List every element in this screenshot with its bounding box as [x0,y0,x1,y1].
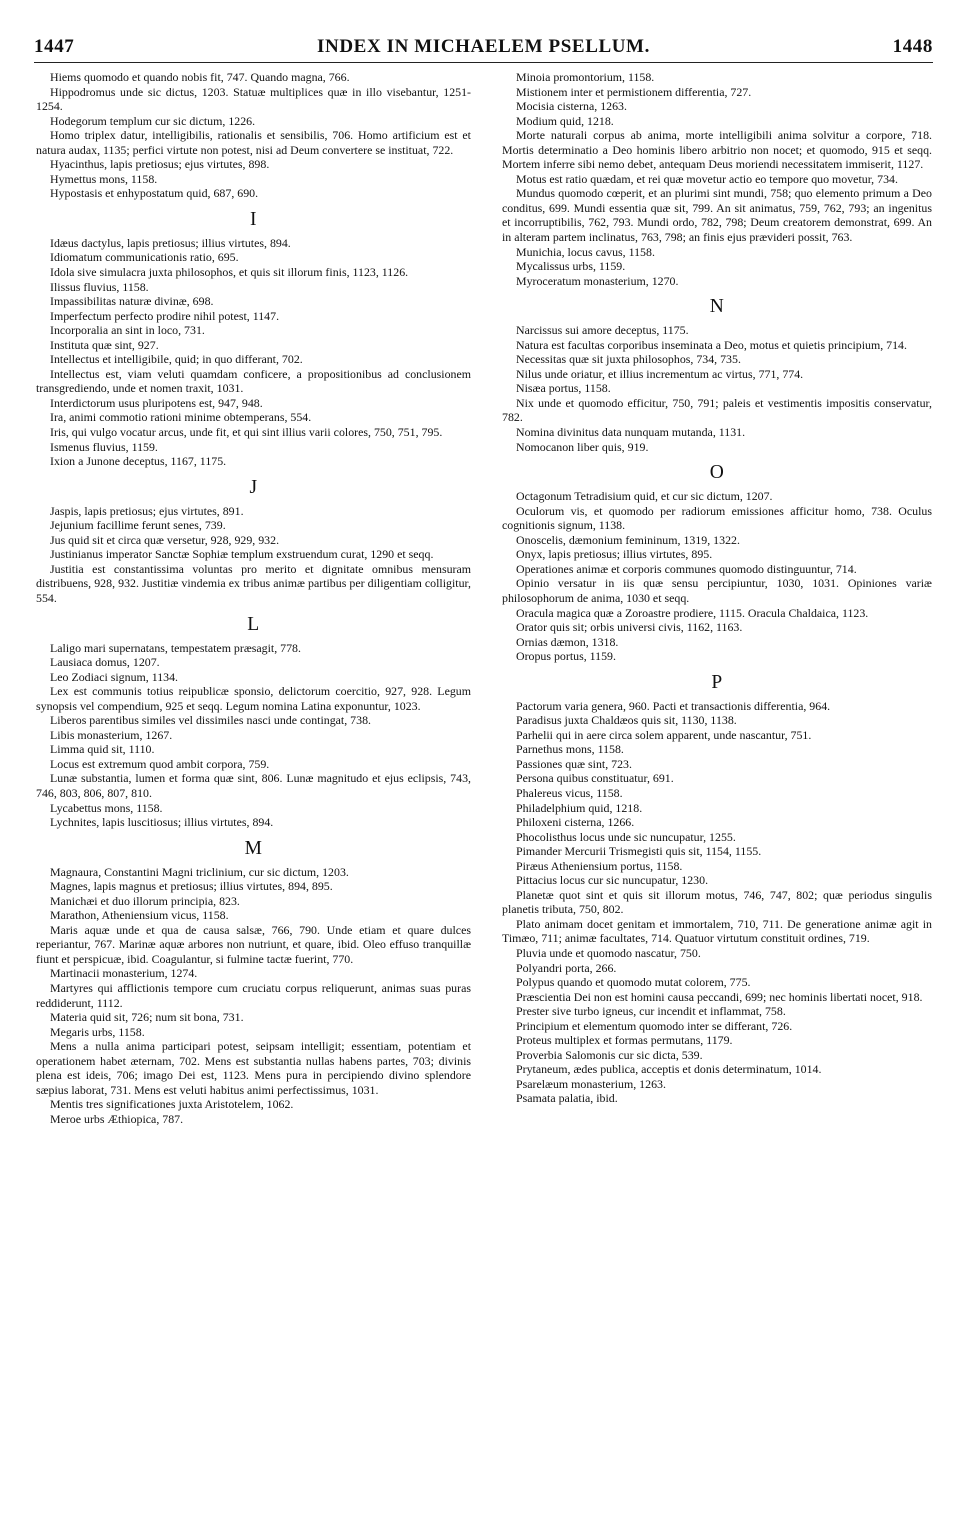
index-entry: Morte naturali corpus ab anima, morte intelligibili anima solvitur a corpore, 718. Mortis determinatio a Deo hominis libero arbitrio non nocet; et quomodo, 915 et seqq. Mortem inferre sibi nemo debet, antequam Deus moriendi necessitatem immiserit, 1127. [502,128,932,172]
index-entry: Oracula magica quæ a Zoroastre prodiere, 1115. Oracula Chaldaica, 1123. [516,605,869,620]
index-entry: Justitia est constantissima voluntas pro merito et dignitate omnibus mensuram distribuens, 928, 932. Justitiæ vindemia ex tribus animæ partibus per diligentiam colligitur, 554. [36,561,471,605]
index-entry: Lex est communis totius reipublicæ sponsio, delictorum coercitio, 927, 928. Legum synopsis vel compendium, 925 et seqq. Legum nomina Latina exponuntur, 1023. [36,684,471,713]
index-entry: Liberos parentibus similes vel dissimiles nasci unde contingat, 738. [50,713,371,728]
index-entry: Proteus multiplex et formas permutans, 1179. [516,1033,733,1048]
index-entry: Operationes animæ et corporis communes quomodo distinguuntur, 714. [516,561,857,576]
index-entry: Myroceratum monasterium, 1270. [516,273,679,288]
index-entry: Paradisus juxta Chaldæos quis sit, 1130, 1138. [516,713,737,728]
index-entry: Nisæa portus, 1158. [516,381,611,396]
section-letter-heading: L [247,613,260,635]
section-letter-heading: N [709,296,725,318]
index-entry: Natura est facultas corporibus inseminata a Deo, motus et quietis principium, 714. [516,337,907,352]
index-entry: Planetæ quot sint et quis sit illorum motus, 746, 747, 802; quæ periodus singulis planetis tributa, 750, 802. [502,887,932,917]
index-entry: Ixion a Junone deceptus, 1167, 1175. [50,454,227,469]
index-entry: Intellectus et intelligibile, quid; in quo differant, 702. [50,352,303,367]
section-letter-heading: O [709,462,725,484]
index-entry: Narcissus sui amore deceptus, 1175. [516,323,689,338]
index-entry: Lycabettus mons, 1158. [50,800,163,815]
index-entry: Limma quid sit, 1110. [50,742,155,757]
index-entry: Nix unde et quomodo efficitur, 750, 791; paleis et vestimentis impositis conservatur, 782. [502,395,932,425]
index-entry: Onoscelis, dæmonium femininum, 1319, 1322. [516,532,740,547]
index-entry: Lychnites, lapis luscitiosus; illius virtutes, 894. [50,815,274,830]
index-entry: Philadelphium quid, 1218. [516,800,643,815]
index-entry: Pluvia unde et quomodo nascatur, 750. [516,945,701,960]
index-entry: Minoia promontorium, 1158. [516,70,655,84]
index-entry: Hodegorum templum cur sic dictum, 1226. [50,113,256,128]
index-entry: Marathon, Atheniensium vicus, 1158. [50,908,229,923]
index-entry: Prester sive turbo igneus, cur incendit et inflammat, 758. [516,1004,786,1019]
index-entry: Nomina divinitus data nunquam mutanda, 1131. [516,425,746,440]
index-entry: Principium et elementum quomodo inter se differant, 726. [516,1018,793,1033]
index-entry: Ornias dæmon, 1318. [516,634,619,649]
index-entry: Manichæi et duo illorum principia, 823. [50,893,240,908]
section-letter-heading: I [250,208,257,230]
index-entry: Nomocanon liber quis, 919. [516,439,649,454]
index-entry: Idæus dactylus, lapis pretiosus; illius virtutes, 894. [50,235,291,250]
index-entry: Meroe urbs Æthiopica, 787. [50,1111,184,1126]
index-entry: Piræus Atheniensium portus, 1158. [516,858,683,873]
index-entry: Mens a nulla anima participari potest, seipsam intelligit; essentiam, potentiam et operationem habet æternam, 702. Mens est substantia nullas habens partes, 703; divinis plena est ideis, 706; imago Dei est, 1123. Mens pura in percipiendo divino splendore sæpius laborat, 731. Mens est veluti habitus animi perfectissimus, 1031. [36,1039,471,1097]
index-entry: Ilissus fluvius, 1158. [50,279,149,294]
index-entry: Mocisia cisterna, 1263. [516,99,627,114]
index-entry: Præscientia Dei non est homini causa peccandi, 699; nec hominis libertati nocet, 918. [516,989,923,1004]
index-entry: Proverbia Salomonis cur sic dicta, 539. [516,1047,703,1062]
index-entry: Parnethus mons, 1158. [516,742,624,757]
index-entry: Martyres qui afflictionis tempore cum cruciatu corpus reliquerunt, animas suas puras reddiderunt, 1112. [36,980,471,1010]
index-entry: Hiems quomodo et quando nobis fit, 747. Quando magna, 766. [50,70,350,84]
page-number-right: 1448 [892,36,933,57]
index-entry: Magnaura, Constantini Magni triclinium, cur sic dictum, 1203. [50,864,349,879]
index-entry: Onyx, lapis pretiosus; illius virtutes, 895. [516,547,713,562]
index-entry: Parhelii qui in aere circa solem apparent, unde nascantur, 751. [516,727,812,742]
index-entry: Jus quid sit et circa quæ versetur, 928, 929, 932. [50,532,280,547]
index-entry: Orator quis sit; orbis universi civis, 1162, 1163. [516,620,743,635]
index-entry: Ira, animi commotio rationi minime obtemperans, 554. [50,410,312,425]
section-letter-heading: M [244,837,263,859]
index-entry: Mentis tres significationes juxta Aristotelem, 1062. [50,1097,294,1112]
index-entry: Hymettus mons, 1158. [50,171,158,186]
index-entry: Nilus unde oriatur, et illius incrementum ac virtus, 771, 774. [516,366,804,381]
index-entry: Magnes, lapis magnus et pretiosus; illius virtutes, 894, 895. [50,879,333,894]
index-entry: Plato animam docet genitam et immortalem, 710, 711. De generatione animæ agit in Timæo, 711; animæ facultates, 714. Quatuor virtutum constituit ordines, 719. [502,916,932,946]
index-entry: Lunæ substantia, lumen et forma quæ sint, 806. Lunæ magnitudo et ejus eclipsis, 743, 746, 803, 806, 807, 810. [36,771,471,800]
index-entry: Incorporalia an sint in loco, 731. [50,323,205,338]
page-number-left: 1447 [34,36,75,57]
index-entry: Persona quibus constituatur, 691. [516,771,674,786]
index-entry: Impassibilitas naturæ divinæ, 698. [50,294,214,309]
index-entry: Pimander Mercurii Trismegisti quis sit, 1154, 1155. [516,844,762,859]
index-entry: Interdictorum usus pluripotens est, 947, 948. [50,395,263,410]
index-entry: Mistionem inter et permistionem differentia, 727. [516,84,752,99]
index-entry: Necessitas quæ sit juxta philosophos, 734, 735. [516,352,741,367]
index-entry: Oropus portus, 1159. [516,649,616,664]
index-entry: Octagonum Tetradisium quid, et cur sic dictum, 1207. [516,489,773,504]
index-entry: Jaspis, lapis pretiosus; ejus virtutes, 891. [50,503,244,518]
index-entry: Hypostasis et enhypostatum quid, 687, 690. [50,186,259,201]
section-letter-heading: J [249,476,258,498]
index-entry: Idola sive simulacra juxta philosophos, et quis sit illorum finis, 1123, 1126. [50,265,409,280]
index-entry: Munichia, locus cavus, 1158. [516,244,655,259]
index-entry: Phalereus vicus, 1158. [516,785,623,800]
index-entry: Locus est extremum quod ambit corpora, 759. [50,756,270,771]
index-entry: Ismenus fluvius, 1159. [50,439,158,454]
index-entry: Materia quid sit, 726; num sit bona, 731. [50,1010,244,1025]
index-entry: Jejunium facillime ferunt senes, 739. [50,518,226,533]
index-entry: Mycalissus urbs, 1159. [516,259,626,274]
index-entry: Intellectus est, viam veluti quamdam conficere, a propositionibus ad conclusionem transgrediendo, unde et nomen traxit, 1031. [36,366,471,396]
index-entry: Phocolisthus locus unde sic nuncupatur, 1255. [516,829,736,844]
index-entry: Oculorum vis, et quomodo per radiorum emissiones afficitur homo, 738. Oculus cognitionis signum, 1138. [502,503,932,533]
index-entry: Polypus quando et quomodo mutat colorem, 775. [516,975,751,990]
index-entry: Pittacius locus cur sic nuncupatur, 1230. [516,873,709,888]
index-entry: Hyacinthus, lapis pretiosus; ejus virtutes, 898. [50,157,270,172]
index-entry: Idiomatum communicationis ratio, 695. [50,250,239,265]
index-entry: Pactorum varia genera, 960. Pacti et transactionis differentia, 964. [516,698,831,713]
index-entry: Motus est ratio quædam, et rei quæ movetur actio eo tempore quo movetur, 734. [516,171,898,186]
index-entry: Martinacii monasterium, 1274. [50,966,198,981]
index-entry: Imperfectum perfecto prodire nihil potest, 1147. [50,308,280,323]
index-column-left [36,70,471,1126]
index-entry: Passiones quæ sint, 723. [516,756,632,771]
index-entry: Polyandri porta, 266. [516,960,617,975]
index-entry: Opinio versatur in iis quæ sensu percipiuntur, 1030, 1031. Opiniones variæ philosophorum de anima, 1030 et seqq. [502,576,932,605]
index-entry: Philoxeni cisterna, 1266. [516,815,635,830]
index-entry: Hippodromus unde sic dictus, 1203. Statuæ multiplices quæ in illo visebantur, 1251-1254. [36,84,471,114]
index-entry: Laligo mari supernatans, tempestatem præsagit, 778. [50,640,301,655]
index-entry: Psamata palatia, ibid. [516,1091,618,1106]
index-entry: Justinianus imperator Sanctæ Sophiæ templum exstruendum curat, 1290 et seqq. [50,547,434,562]
index-entry: Megaris urbs, 1158. [50,1024,145,1039]
index-entry: Instituta quæ sint, 927. [50,337,159,352]
index-entry: Maris aquæ unde et qua de causa salsæ, 766, 790. Unde etiam et quare dulces reperiantur, 767. Marinæ aquæ arbores non nutriunt, et quare, ibid. Oleo effuso tranquillæ fiunt et perspicuæ, ibid. Coagulantur, si fulmine tactæ fuerint, 770. [36,922,471,966]
index-entry: Modium quid, 1218. [516,113,614,128]
index-entry: Libis monasterium, 1267. [50,727,173,742]
index-entry: Prytaneum, ædes publica, acceptis et donis determinatum, 1014. [516,1062,822,1077]
page-header [34,36,933,63]
index-entry: Leo Zodiaci signum, 1134. [50,669,179,684]
index-entry: Iris, qui vulgo vocatur arcus, unde fit, et qui sint illius varii colores, 750, 751, 795. [50,425,443,440]
index-entry: Homo triplex datur, intelligibilis, rationalis et sensibilis, 706. Homo artificium est et natura audax, 1135; perfici virtute non potest, nisi ad Deum convertere se instituat, 722. [36,128,471,157]
index-entry: Lausiaca domus, 1207. [50,655,160,670]
section-letter-heading: P [711,671,723,693]
index-entry: Psarelæum monasterium, 1263. [516,1076,666,1091]
index-column-right [502,70,932,1106]
index-entry: Mundus quomodo cœperit, et an plurimi sint mundi, 758; quo elemento primum a Deo conditus, 699. Mundi essentia quæ sit, 799. An sit animatus, 759, 762, 793; an ingenitus et incorruptibilis, 762, 793. Mundi ordo, 782, 798; Deum creatorem demonstrat, 699. An in alteram partem inclinatus, 763, 798; an finis ejus prævideri possit, 763. [502,186,932,245]
page-title: INDEX IN MICHAELEM PSELLUM. [317,36,650,57]
